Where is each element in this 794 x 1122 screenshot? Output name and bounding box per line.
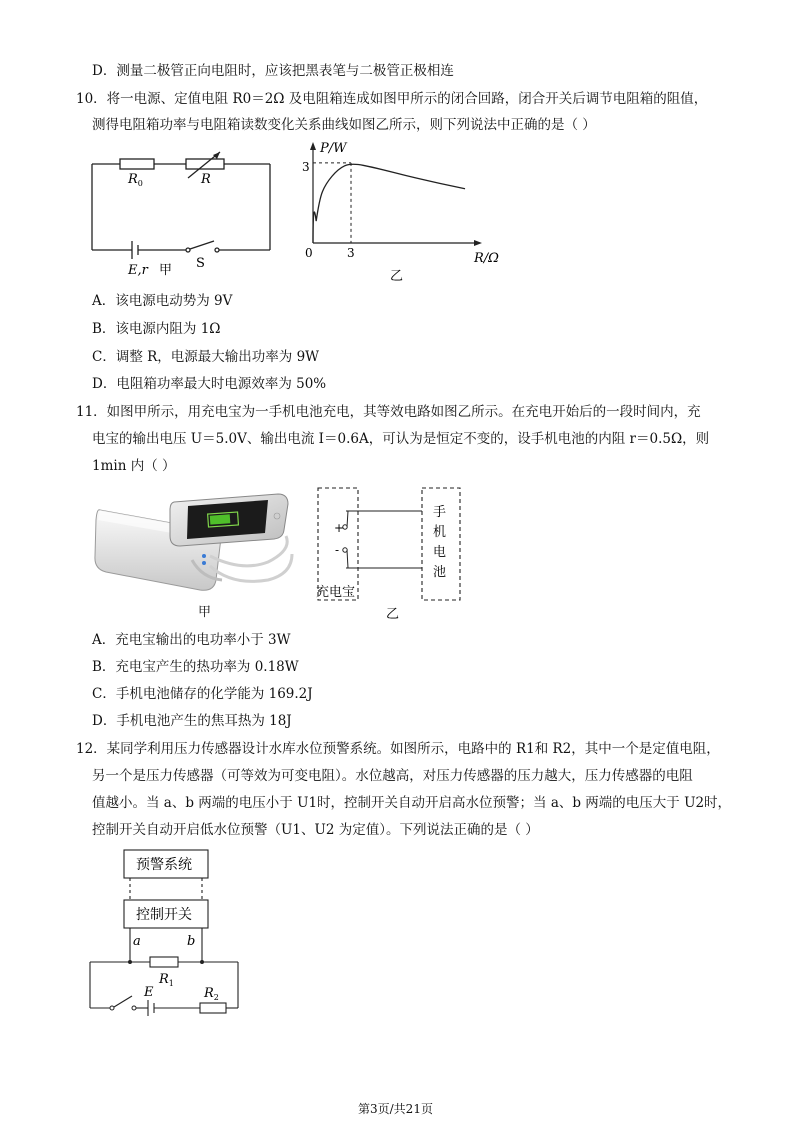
battery-label-3: 电 bbox=[433, 545, 447, 560]
page-footer: 第3页/共21页 bbox=[358, 1102, 433, 1116]
plus-terminal: + bbox=[334, 521, 345, 535]
origin-label: 0 bbox=[305, 246, 313, 260]
label-r0: $R_0$ bbox=[128, 172, 143, 188]
power-bank-phone-photo bbox=[92, 484, 302, 602]
q9-option-d: D．测量二极管正向电阻时，应该把黑表笔与二极管正极相连 bbox=[92, 63, 454, 79]
alarm-system-label: 预警系统 bbox=[136, 857, 192, 873]
q12-stem-line3: 值越小。当 a、b 两端的电压小于 U1时，控制开关自动开启高水位预警；当 a、b 两端的电压大于 U2时， bbox=[92, 795, 732, 811]
r2-label: $R_2$ bbox=[204, 986, 219, 1002]
power-bank-label: 充电宝 bbox=[316, 585, 356, 600]
switch-lever bbox=[190, 241, 214, 249]
r0-resistor bbox=[120, 159, 154, 169]
q11-option-b: B．充电宝产生的热功率为 0.18W bbox=[92, 659, 299, 675]
label-source: E,r bbox=[128, 263, 148, 278]
q12-stem-line1: 12．某同学利用压力传感器设计水库水位预警系统。如图所示，电路中的 R1和 R2，其中一个是定值电阻， bbox=[76, 741, 720, 757]
q10-option-c: C．调整 R，电源最大输出功率为 9W bbox=[92, 349, 320, 365]
q11-option-a: A．充电宝输出的电功率小于 3W bbox=[92, 632, 291, 648]
r1-label: $R_1$ bbox=[159, 972, 174, 988]
terminal-a-label: a bbox=[133, 934, 141, 949]
q11-option-d: D．手机电池产生的焦耳热为 18J bbox=[92, 713, 292, 729]
q12-stem-line2: 另一个是压力传感器（可等效为可变电阻）。水位越高，对压力传感器的压力越大，压力传感器的电阻 bbox=[92, 768, 693, 784]
q10-stem-line2: 测得电阻箱功率与电阻箱读数变化关系曲线如图乙所示，则下列说法中正确的是（ ） bbox=[92, 117, 596, 133]
q11-option-c: C．手机电池储存的化学能为 169.2J bbox=[92, 686, 313, 702]
q11-stem-line1: 11．如图甲所示，用充电宝为一手机电池充电，其等效电路如图乙所示。在充电开始后的一段时间内，充 bbox=[76, 404, 701, 420]
r2-resistor bbox=[200, 1003, 226, 1013]
q12-stem-line4: 控制开关自动开启低水位预警（U1、U2 为定值）。下列说法正确的是（ ） bbox=[92, 822, 539, 838]
power-curve bbox=[313, 164, 465, 243]
q11-stem-line2: 电宝的输出电压 U＝5.0V、输出电流 I＝0.6A，可认为是恒定不变的，设手机电池的内阻 r＝0.5Ω，则 bbox=[92, 431, 710, 447]
q11-stem-line3: 1min 内（ ） bbox=[92, 458, 176, 474]
battery-label-1: 手 bbox=[433, 505, 447, 520]
caption-yi: 乙 bbox=[390, 269, 404, 284]
caption-jia: 甲 bbox=[159, 263, 173, 278]
q12-warning-circuit bbox=[84, 846, 254, 1016]
q11-equivalent-circuit bbox=[312, 484, 470, 624]
battery-label-2: 机 bbox=[433, 525, 447, 540]
q10-power-chart bbox=[298, 138, 518, 288]
e-label: E bbox=[144, 985, 154, 1000]
q11-caption-jia: 甲 bbox=[198, 605, 212, 620]
q10-circuit-diagram bbox=[84, 150, 284, 280]
terminal-b-label: b bbox=[187, 934, 196, 949]
q12-switch bbox=[114, 996, 132, 1007]
label-switch: S bbox=[196, 256, 205, 271]
minus-terminal: - bbox=[335, 543, 340, 557]
label-r: R bbox=[201, 172, 211, 187]
y-tick-label: 3 bbox=[302, 160, 310, 174]
r1-resistor bbox=[150, 957, 178, 967]
battery-label-4: 池 bbox=[433, 565, 447, 580]
q10-option-b: B．该电源内阻为 1Ω bbox=[92, 321, 221, 337]
x-axis-label: R/Ω bbox=[474, 251, 499, 266]
control-switch-label: 控制开关 bbox=[136, 907, 192, 923]
q10-option-a: A．该电源电动势为 9V bbox=[92, 293, 233, 309]
y-axis-label: P/W bbox=[320, 141, 347, 156]
q10-option-d: D．电阻箱功率最大时电源效率为 50% bbox=[92, 376, 327, 392]
q10-stem-line1: 10．将一电源、定值电阻 R0＝2Ω 及电阻箱连成如图甲所示的闭合回路，闭合开关后调节电阻箱的阻值， bbox=[76, 91, 708, 107]
caption-yi-q11: 乙 bbox=[386, 607, 400, 622]
x-tick-label: 3 bbox=[347, 246, 355, 260]
